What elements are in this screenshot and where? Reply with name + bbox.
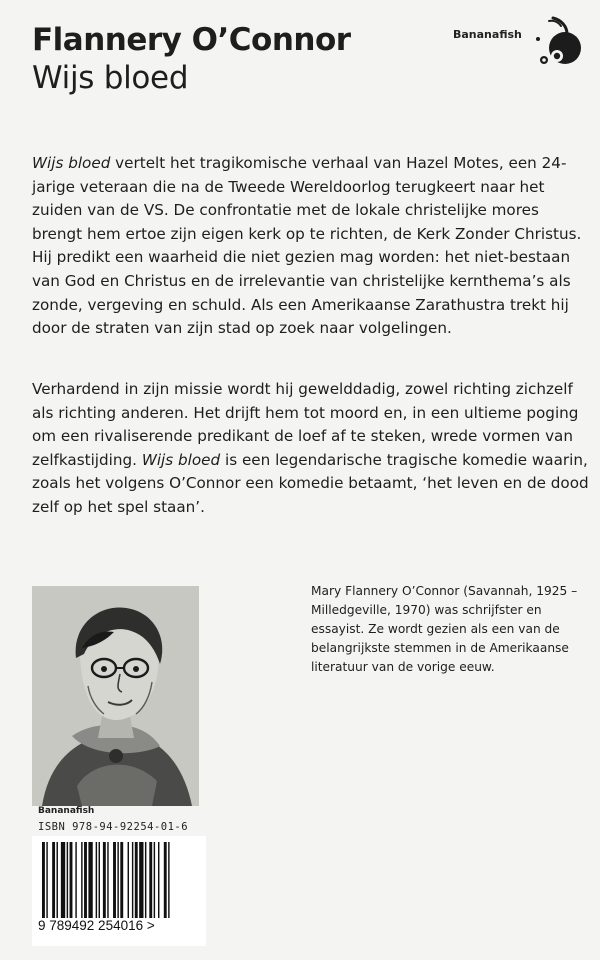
barcode-imprint: Bananafish	[38, 806, 95, 816]
blurb-title-italic: Wijs bloed	[141, 450, 221, 469]
blurb-text: Verhardend in zijn missie wordt hij gewelddadig, zowel richting zichzelf als richting anderen. Het drijft hem tot moord en, in een ultieme poging om een rivaliserende predikant de loef af te steken, wrede vormen van zelfkastijding.	[32, 380, 579, 469]
bananafish-logo-icon	[531, 12, 583, 72]
author-portrait	[32, 586, 199, 806]
blurb-text: is een legendarische tragische komedie waarin, zoals het volgens O’Connor een komedie betaamt, ‘het leven en de dood zelf op het spel staan’.	[32, 450, 589, 516]
author-bio: Mary Flannery O’Connor (Savannah, 1925 – Milledgeville, 1970) was schrijfster en essayist. Ze wordt gezien als een van de belangrijkste stemmen in de Amerikaanse literatuur van de vorige eeuw.	[311, 584, 578, 674]
author-portrait-illustration	[32, 586, 199, 806]
blurb-paragraph-2	[32, 378, 592, 520]
publisher-logo	[453, 12, 583, 72]
blurb-text: vertelt het tragikomische verhaal van Hazel Motes, een 24-jarige veteraan die na de Tweede Wereldoorlog terugkeert naar het zuiden van de VS. De confrontatie met de lokale christelijke mores brengt hem ertoe zijn eigen kerk op te richten, de Kerk Zonder Christus. Hij predikt een waarheid die niet gezien mag worden: het niet-bestaan van God en Christus en de irrelevantie van christelijke kernthema’s als zonde, vergeving en schuld. Als een Amerikaanse Zarathustra trekt hij door de straten van zijn stad op zoek naar volgelingen.	[32, 154, 582, 338]
blurb-paragraph-1	[32, 152, 592, 341]
blurb-title-italic: Wijs bloed	[32, 154, 111, 172]
author-name: Flannery O’Connor	[32, 22, 351, 58]
publisher-logo-text: Bananafish	[453, 28, 522, 41]
book-title: Wijs bloed	[32, 60, 189, 96]
isbn-label: ISBN 978-94-92254-01-6	[38, 821, 189, 833]
barcode-digits: 9 789492 254016 >	[38, 918, 155, 933]
